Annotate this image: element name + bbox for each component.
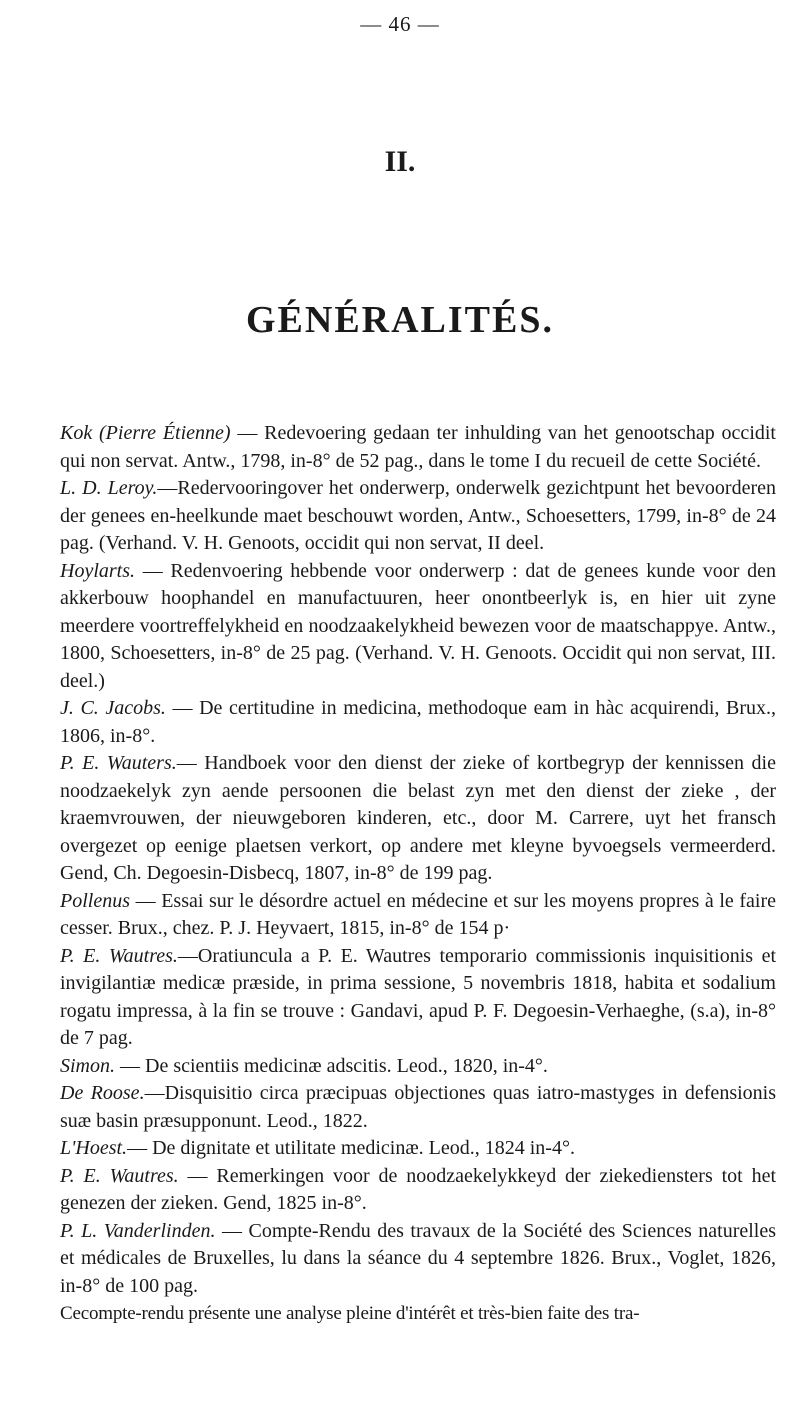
bibliography-entry <box>60 420 776 475</box>
entry-author: Hoylarts. <box>60 559 135 582</box>
bibliography-entry <box>60 888 776 943</box>
entry-author: Pollenus <box>60 889 130 912</box>
entry-text: — Redenvoering hebbende voor onderwerp : dat de genees kunde voor den akkerbouw hoophandel en manufactuuren, heer onontbeerlyk is, en hier uit zyne meerdere voortreffelykheid en noodzaakelykheid bewezen voor de maatschappye. Antw., 1800, Schoesetters, in-8° de 25 pag. (Verhand. V. H. Genoots. Occidit qui non servat, III. deel.) <box>60 559 776 692</box>
section-title: GÉNÉRALITÉS. <box>245 299 555 341</box>
entry-text: — Remerkingen voor de noodzaekelykkeyd der ziekediensters tot het genezen der zieken. Gend, 1825 in-8°. <box>60 1164 777 1214</box>
bibliography-entry <box>60 750 776 888</box>
bibliography-entry <box>60 1163 776 1218</box>
bibliography-entry <box>60 475 776 558</box>
entry-text: — De scientiis medicinæ adscitis. Leod., 1820, in-4°. <box>115 1054 548 1077</box>
entry-text: —Disquisitio circa præcipuas objectiones quas iatro-mastyges in defensionis suæ basin præsupponunt. Leod., 1822. <box>60 1082 776 1132</box>
entry-author: Kok (Pierre Étienne) <box>60 422 231 444</box>
entry-author: P. E. Wautres. <box>60 944 178 967</box>
bibliography-entry <box>60 1135 776 1163</box>
bibliography-entry <box>60 1080 776 1135</box>
entry-author: P. E. Wautres. <box>60 1164 179 1187</box>
entry-text: — Redevoering gedaan ter inhulding van het genootschap occidit qui non servat. Antw., 1798, in-8° de 52 pag., dans le tome I du recueil de cette Société. <box>60 422 776 472</box>
entry-author: P. E. Wauters. <box>60 752 177 774</box>
entry-author: L'Hoest. <box>60 1137 128 1159</box>
continuation-note: Cecompte-rendu présente une analyse pleine d'intérêt et très-bien faite des tra- <box>60 1303 640 1324</box>
entry-author: L. D. Leroy. <box>60 477 158 499</box>
bibliography-entry <box>60 943 776 1053</box>
entry-text: — Handboek voor den dienst der zieke of kortbegryp der kennissen die noodzaekelyk zyn aende persoonen die belast zyn met den dienst der zieke , der kraemvrouwen, der nieuwgeboren kinderen, etc., door M. Carrere, uyt het fransch overgezet op eenige plaetsen verkort, op andere met kleyne byvoegsels vermeerderd. Gend, Ch. Degoesin-Disbecq, 1807, in-8° de 199 pag. <box>60 752 776 884</box>
bibliography-list <box>60 420 776 1328</box>
bibliography-entry <box>60 558 776 696</box>
entry-author: P. L. Vanderlinden. <box>60 1219 216 1242</box>
entry-author: Simon. <box>60 1054 115 1077</box>
entry-text: —Redervooringover het onderwerp, onderwelk gezichtpunt het bevoorderen der genees en-heelkunde maet beschouwt worden, Antw., Schoesetters, 1799, in-8° de 24 pag. (Verhand. V. H. Genoots, occidit qui non servat, II deel. <box>60 477 776 554</box>
entry-text: — Essai sur le désordre actuel en médecine et sur les moyens propres à le faire cesser. Brux., chez. P. J. Heyvaert, 1815, in-8° de 154 p· <box>60 889 776 939</box>
entry-author: J. C. Jacobs. <box>60 697 166 719</box>
section-number: II. <box>384 145 416 178</box>
bibliography-entry <box>60 695 776 750</box>
entry-text: — Compte-Rendu des travaux de la Société des Sciences naturelles et médicales de Bruxelles, lu dans la séance du 4 septembre 1826. Brux., Voglet, 1826, in-8° de 100 pag. <box>60 1219 776 1297</box>
bibliography-entry <box>60 1218 776 1301</box>
entry-text: — De dignitate et utilitate medicinæ. Leod., 1824 in-4°. <box>127 1137 575 1159</box>
entry-text: — De certitudine in medicina, methodoque eam in hàc acquirendi, Brux., 1806, in-8°. <box>60 697 776 747</box>
bibliography-entry <box>60 1053 776 1081</box>
page-number: — 46 — <box>360 12 440 36</box>
entry-text: —Oratiuncula a P. E. Wautres temporario commissionis inquisitionis et invigilantiæ medicæ præside, in prima sessione, 5 novembris 1818, habita et sodalium rogatu impressa, à la fin se trouve : Gandavi, apud P. F. Degoesin-Verhaeghe, (s.a), in-8° de 7 pag. <box>60 944 777 1049</box>
entry-author: De Roose. <box>60 1082 145 1104</box>
